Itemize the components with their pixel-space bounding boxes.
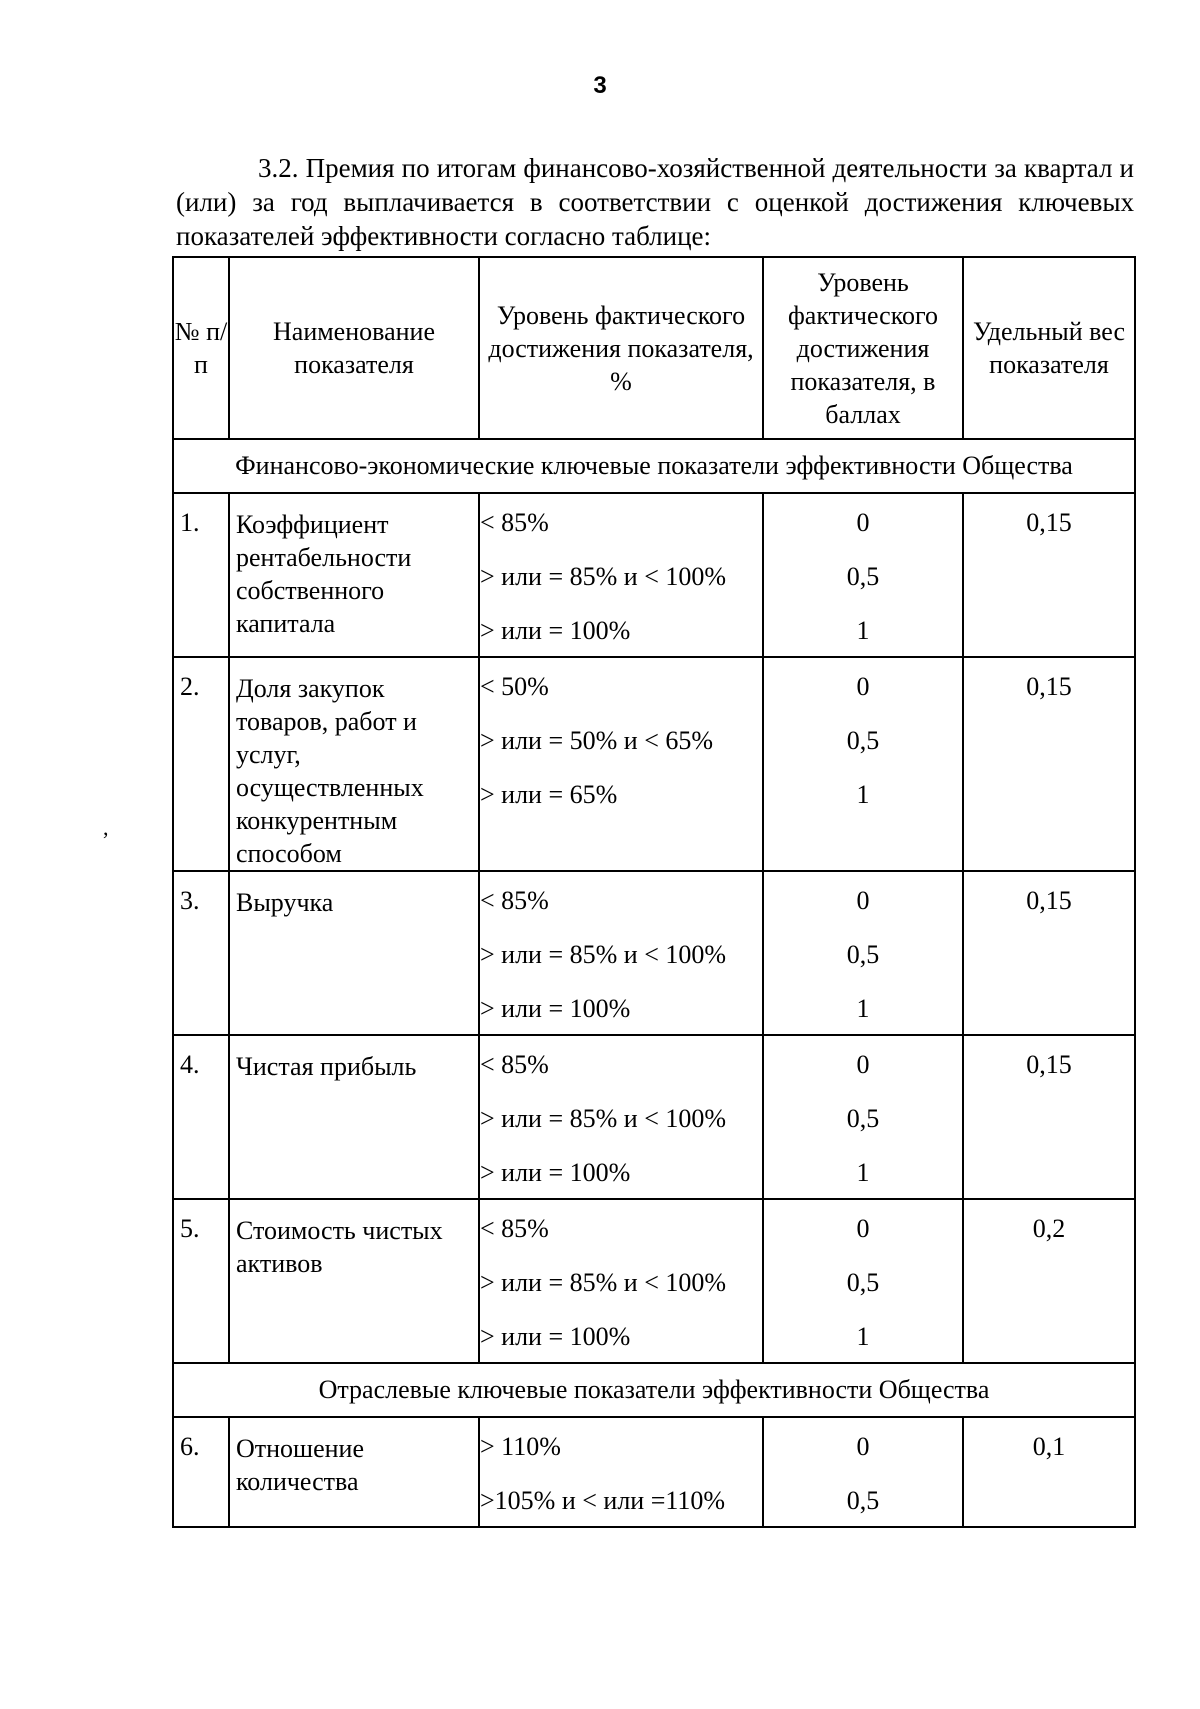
row-number: 1. — [173, 493, 229, 657]
level-pts: 1 — [856, 616, 870, 645]
level-pts: 0 — [856, 1432, 870, 1461]
level-pct-cell — [479, 657, 763, 871]
table-header-row — [173, 257, 1135, 439]
level-pts: 1 — [856, 780, 870, 809]
header-weight: Удельный вес показателя — [963, 257, 1135, 439]
section-row — [173, 439, 1135, 493]
level-pts: 0,5 — [846, 1268, 880, 1297]
row-number: 6. — [173, 1417, 229, 1527]
level-pts: 0,5 — [846, 940, 880, 969]
level-pts: 1 — [856, 1158, 870, 1187]
header-num: № п/п — [173, 257, 229, 439]
level-pts-cell — [763, 1199, 963, 1363]
indicator-name: Чистая прибыль — [229, 1035, 479, 1199]
table-row — [173, 1035, 1135, 1199]
level-pts: 1 — [856, 994, 870, 1023]
level-pct: > или = 100% — [480, 1158, 631, 1187]
indicator-name: Выручка — [229, 871, 479, 1035]
level-pct-cell — [479, 493, 763, 657]
row-number: 3. — [173, 871, 229, 1035]
indicator-name: Стоимость чистых активов — [229, 1199, 479, 1363]
kpi-table — [172, 256, 1136, 1528]
level-pts: 0,5 — [846, 562, 880, 591]
header-level-pct: Уровень фактического достижения показателя, % — [479, 257, 763, 439]
table-row — [173, 657, 1135, 871]
indicator-weight: 0,15 — [963, 871, 1135, 1035]
level-pts: 0,5 — [846, 1104, 880, 1133]
level-pts: 0 — [856, 508, 870, 537]
level-pct: > или = 65% — [480, 780, 618, 809]
indicator-weight: 0,15 — [963, 1035, 1135, 1199]
indicator-name: Доля закупок товаров, работ и услуг, осуществленных конкурентным способом — [229, 657, 479, 871]
level-pts-cell — [763, 1417, 963, 1527]
level-pct: < 85% — [480, 1214, 549, 1243]
indicator-weight: 0,1 — [963, 1417, 1135, 1527]
level-pct: > или = 100% — [480, 994, 631, 1023]
indicator-name: Коэффициент рентабельности собственного капитала — [229, 493, 479, 657]
level-pct: >105% и < или =110% — [480, 1486, 726, 1515]
level-pct: > или = 85% и < 100% — [480, 562, 727, 591]
page-number: 3 — [593, 72, 607, 99]
level-pts: 0 — [856, 886, 870, 915]
level-pts: 0,5 — [846, 726, 880, 755]
table-body — [173, 439, 1135, 1527]
level-pts: 0,5 — [846, 1486, 880, 1515]
indicator-weight: 0,15 — [963, 493, 1135, 657]
table-row — [173, 871, 1135, 1035]
level-pct: > 110% — [480, 1432, 561, 1461]
section-title: Отраслевые ключевые показатели эффективности Общества — [173, 1363, 1135, 1417]
level-pct: > или = 50% и < 65% — [480, 726, 714, 755]
section-title: Финансово-экономические ключевые показатели эффективности Общества — [173, 439, 1135, 493]
level-pct: < 85% — [480, 508, 549, 537]
level-pct: > или = 85% и < 100% — [480, 1268, 727, 1297]
level-pts: 0 — [856, 1214, 870, 1243]
level-pct: < 50% — [480, 672, 549, 701]
level-pct-cell — [479, 1199, 763, 1363]
level-pct: > или = 85% и < 100% — [480, 940, 727, 969]
level-pts-cell — [763, 1035, 963, 1199]
row-number: 5. — [173, 1199, 229, 1363]
level-pts: 0 — [856, 1050, 870, 1079]
level-pts-cell — [763, 493, 963, 657]
header-name: Наименование показателя — [229, 257, 479, 439]
level-pct-cell — [479, 871, 763, 1035]
level-pct: > или = 85% и < 100% — [480, 1104, 727, 1133]
header-level-pts: Уровень фактического достижения показателя, в баллах — [763, 257, 963, 439]
intro-paragraph: 3.2. Премия по итогам финансово-хозяйственной деятельности за квартал и (или) за год выплачивается в соответствии с оценкой достижения ключевых показателей эффективности согласно таблице: — [176, 153, 1134, 251]
indicator-name: Отношение количества — [229, 1417, 479, 1527]
level-pct-cell — [479, 1417, 763, 1527]
table-row — [173, 1417, 1135, 1527]
level-pct: > или = 100% — [480, 616, 631, 645]
table-row — [173, 493, 1135, 657]
row-number: 4. — [173, 1035, 229, 1199]
level-pct: < 85% — [480, 1050, 549, 1079]
level-pts: 1 — [856, 1322, 870, 1351]
row-number: 2. — [173, 657, 229, 871]
level-pts: 0 — [856, 672, 870, 701]
level-pct: > или = 100% — [480, 1322, 631, 1351]
stray-mark: , — [103, 815, 109, 840]
level-pts-cell — [763, 871, 963, 1035]
section-row — [173, 1363, 1135, 1417]
table-row — [173, 1199, 1135, 1363]
level-pct: < 85% — [480, 886, 549, 915]
indicator-weight: 0,15 — [963, 657, 1135, 871]
level-pts-cell — [763, 657, 963, 871]
indicator-weight: 0,2 — [963, 1199, 1135, 1363]
level-pct-cell — [479, 1035, 763, 1199]
